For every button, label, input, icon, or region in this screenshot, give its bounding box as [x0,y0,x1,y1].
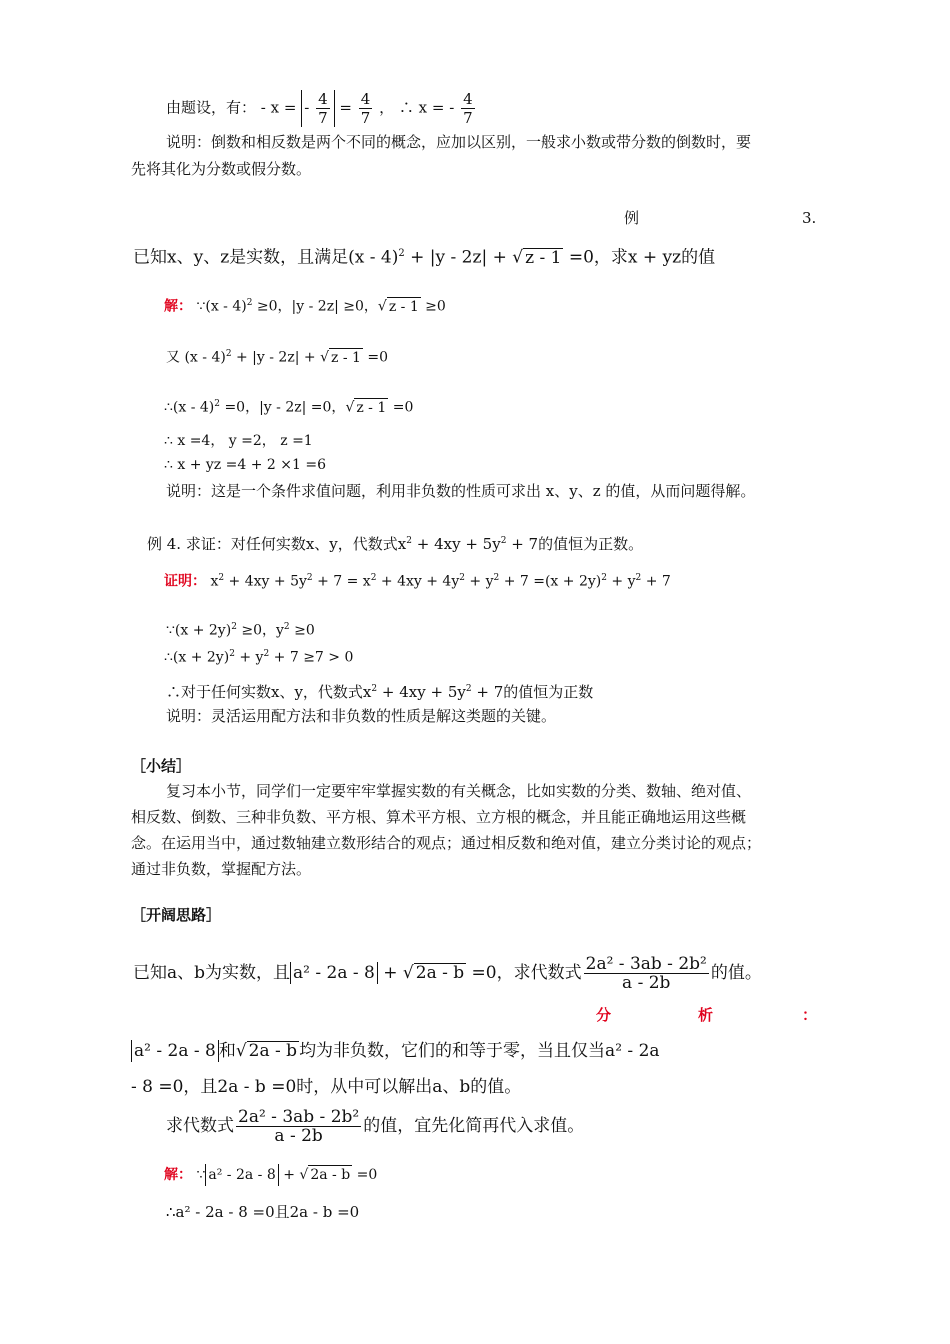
text: + 7 [641,573,671,590]
text: + 4xy + 5y [411,535,501,553]
therefore-expr: ∴ x = - [398,98,455,117]
exponent: 2 [500,536,507,546]
solution-line-2: 又 (x - 4)$^2$ + |y - 2z| + √ z - 1 =0 [166,349,389,366]
open-question: 已知a、b为实数，且 a² - 2a - 8 + √ 2a - b =0，求代数式 $\frac{\text{2a² - 3ab - 2b²}}{a - 2b}$ 的值。 [133,954,762,993]
exponent: 2 [263,649,270,659]
proof-line [164,567,671,593]
text: 由题设，有： [166,98,257,117]
exponent: 2 [229,649,235,659]
example-3-label: 例 [624,209,640,227]
solution-label: 解： [164,298,192,315]
exponent: 2 [214,399,220,409]
exponent: 2 [231,622,237,632]
text: 又 (x - 4) [166,349,226,366]
analysis-char-1: 分 [596,1006,612,1024]
example-4-question [147,530,643,555]
sqrt-radicand: z - 1 [388,298,419,315]
text: 均为非负数，它们的和等于零，当且仅当a² - 2a [299,1041,660,1061]
example-3-number: 3. [802,209,817,227]
exponent: 2 [306,573,313,583]
text: + 7 =(x + 2y) [499,573,602,590]
expr: - x = [260,98,297,117]
text: ≥0 [289,622,315,639]
exponent: 2 [459,573,465,583]
exponent: 2 [283,622,290,632]
text: x [210,573,219,590]
text: 例 4. 求证：对任何实数x、y，代数式x [147,535,407,553]
text: ≥0 [420,298,446,315]
text: 已知a、b为实数，且 [133,963,291,983]
summary-line-4: 通过非负数，掌握配方法。 [131,860,312,878]
text: 的值，宜先化简再代入求值。 [363,1116,585,1136]
note-line-2: 先将其化为分数或假分数。 [131,160,312,178]
text: + y [234,649,264,666]
solution-line-1: 解： ∵(x - 4)$^2$ ≥0，|y - 2z| ≥0，√ z - 1 ≥0 [164,298,446,315]
abs-expr: a² - 2a - 8 [131,1040,219,1062]
open-thinking-heading: ［开阔思路］ [131,906,222,924]
sep: ， [379,98,395,117]
text: + 7 = x [312,573,371,590]
exponent: 2 [225,349,232,359]
numerator: 2a² - 3ab - 2b² [238,1107,360,1127]
sqrt-radicand: z - 1 [331,349,361,366]
solution-label: 解： [164,1167,192,1183]
text: =0 [388,399,414,416]
analysis-line-1: a² - 2a - 8 和√ 2a - b 均为非负数，它们的和等于零，当且仅当a² - 2a [131,1040,660,1062]
note-line-1: 说明：倒数和相反数是两个不同的概念，应加以区别，一般求小数或带分数的倒数时，要 [166,133,752,151]
text: =0，|y - 2z| =0， [220,399,346,416]
text: 的值。 [710,963,762,983]
text: =0，求代数式 [466,963,582,983]
denominator: a - 2b [274,1126,323,1146]
text: 和 [218,1041,236,1061]
solution-line-4: ∴ x =4， y =2， z =1 [164,433,313,449]
summary-heading: ［小结］ [131,757,192,775]
text: ≥0，|y - 2z| ≥0， [252,298,378,315]
proof-step-1 [166,616,315,642]
line-given [166,90,477,127]
abs-expr: a² - 2a - 8 [205,1164,278,1186]
text: ∵ [196,1167,206,1183]
text: ∴(x + 2y) [164,649,230,666]
exponent: 2 [465,684,472,694]
sqrt-radicand: 2a - b [310,1167,351,1183]
fraction [316,90,330,127]
text: + |y - 2z| + [404,247,513,268]
exponent: 2 [635,573,642,583]
fraction [584,955,709,992]
example-3-question: 已知x、y、z是实数，且满足(x - 4)$^2$ + |y - 2z| + √ z - 1 =0，求x + yz的值 [133,247,716,268]
denominator: a - 2b [622,973,671,993]
abs-value [301,90,334,127]
exponent: 2 [246,298,253,308]
solution-line-3: ∴(x - 4)$^2$ =0，|y - 2z| =0，√ z - 1 =0 [164,399,414,416]
text: + 7 ≥7 > 0 [269,649,354,666]
exponent: 2 [601,573,607,583]
final-solution-line-2: ∴a² - 2a - 8 =0且2a - b =0 [166,1203,360,1221]
text: =0 [352,1167,378,1183]
proof-conclusion [166,678,593,703]
numerator: 2a² - 3ab - 2b² [585,954,707,974]
analysis-char-2: 析 [698,1006,714,1024]
exponent: 2 [398,248,405,259]
sqrt-radicand: 2a - b [415,963,465,983]
exponent: 2 [370,573,377,583]
example-4-note: 说明：灵活运用配方法和非负数的性质是解这类题的关键。 [166,707,557,725]
text: 求代数式 [166,1116,234,1136]
text: ∵(x - 4) [196,298,247,315]
text: =0，求x + yz的值 [563,247,716,268]
text: + y [606,573,636,590]
text: + y [464,573,494,590]
proof-label: 证明： [164,573,206,590]
example-3-note: 说明：这是一个条件求值问题，利用非负数的性质可求出 x、y、z 的值，从而问题得解。 [166,482,756,500]
exponent: 2 [371,684,378,694]
exponent: 2 [406,536,412,546]
summary-line-3: 念。在运用当中，通过数轴建立数形结合的观点；通过相反数和绝对值，建立分类讨论的观点； [131,834,762,852]
sqrt-radicand: z - 1 [525,247,562,268]
final-solution-line-1: 解： ∵ a² - 2a - 8 + √ 2a - b =0 [164,1164,377,1186]
numerator: 4 [360,90,371,108]
abs-expr: a² - 2a - 8 [290,962,378,984]
text: + |y - 2z| + [231,349,321,366]
text: + [377,963,403,983]
sqrt-radicand: 2a - b [248,1041,298,1061]
text: + 4xy + 4y [376,573,460,590]
numerator: 4 [463,90,473,108]
sqrt-radicand: z - 1 [356,399,387,416]
text: ∴(x - 4) [164,399,215,416]
proof-step-2 [164,643,353,669]
fraction [359,90,373,127]
analysis-line-3 [166,1108,584,1145]
fraction [461,90,475,127]
minus-sign: - [304,98,310,117]
text: + 7的值恒为正数 [471,683,594,701]
text: + [278,1167,300,1183]
exponent: 2 [493,573,500,583]
text: ∵(x + 2y) [166,622,232,639]
summary-line-1: 复习本小节，同学们一定要牢牢掌握实数的有关概念，比如实数的分类、数轴、绝对值、 [166,782,752,800]
text: 已知x、y、z是实数，且满足(x - 4) [133,247,399,268]
solution-line-5: ∴ x + yz =4 + 2 ×1 =6 [164,457,326,473]
analysis-line-2: - 8 =0，且2a - b =0时，从中可以解出a、b的值。 [131,1077,522,1097]
text: + 4xy + 5y [377,683,466,701]
exponent: 2 [218,573,225,583]
numerator: 4 [318,90,328,108]
denominator: 7 [318,109,328,127]
denominator: 7 [463,109,473,127]
text: + 7的值恒为正数。 [506,535,644,553]
text: ≥0，y [236,622,284,639]
fraction [236,1108,361,1145]
text: ∴对于任何实数x、y，代数式x [166,683,372,701]
text: + 4xy + 5y [224,573,307,590]
equals: = [339,98,352,117]
denominator: 7 [360,109,371,127]
analysis-colon: ： [802,1006,818,1024]
text: =0 [362,349,389,366]
summary-line-2: 相反数、倒数、三种非负数、平方根、算术平方根、立方根的概念，并且能正确地运用这些概 [131,808,747,826]
